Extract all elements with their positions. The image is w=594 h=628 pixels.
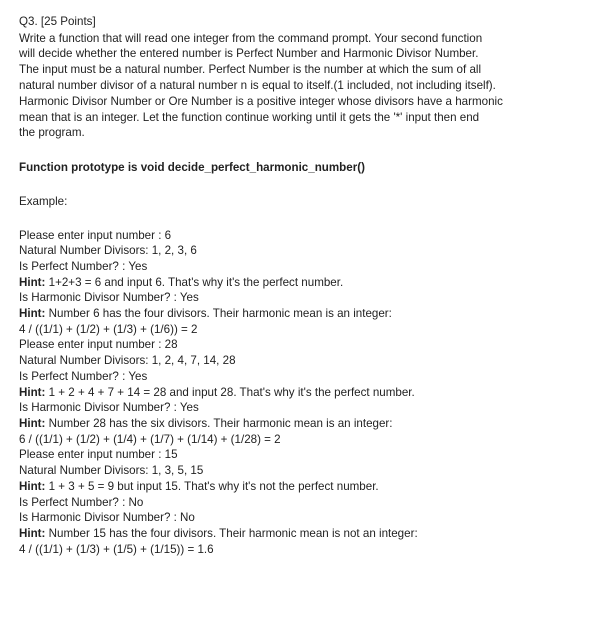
example-line-text: Please enter input number : 6 — [19, 229, 172, 242]
hint-label: Hint: — [19, 386, 46, 399]
example-line-text: Is Harmonic Divisor Number? : Yes — [19, 291, 199, 304]
example-line — [19, 369, 147, 384]
example-line-text: Is Perfect Number? : No — [19, 496, 144, 509]
example-line — [19, 479, 379, 494]
example-line — [19, 322, 198, 337]
example-line-text: Natural Number Divisors: 1, 2, 3, 6 — [19, 244, 197, 257]
example-line — [19, 542, 214, 557]
function-prototype: Function prototype is void decide_perfect_harmonic_number() — [19, 161, 365, 174]
example-line-text: Is Perfect Number? : Yes — [19, 260, 148, 273]
example-label: Example: — [19, 195, 68, 208]
example-line — [19, 306, 392, 321]
example-line — [19, 275, 343, 290]
example-line-text: 1 + 2 + 4 + 7 + 14 = 28 and input 28. That's why it's the perfect number. — [45, 386, 415, 399]
example-line-text: Please enter input number : 28 — [19, 338, 178, 351]
example-line-text: Is Perfect Number? : Yes — [19, 370, 148, 383]
hint-label: Hint: — [19, 276, 46, 289]
example-line-text: 1 + 3 + 5 = 9 but input 15. That's why it's not the perfect number. — [45, 480, 379, 493]
example-line-text: Number 6 has the four divisors. Their harmonic mean is an integer: — [45, 307, 392, 320]
example-line — [19, 228, 171, 243]
example-line — [19, 447, 178, 462]
example-line-text: Is Harmonic Divisor Number? : Yes — [19, 401, 199, 414]
example-line — [19, 495, 143, 510]
example-line-text: 1+2+3 = 6 and input 6. That's why it's the perfect number. — [45, 276, 344, 289]
example-line — [19, 463, 203, 478]
example-line-text: 4 / ((1/1) + (1/2) + (1/3) + (1/6)) = 2 — [19, 323, 198, 336]
paragraph-line: Harmonic Divisor Number or Ore Number is a positive integer whose divisors have a harmonic — [19, 95, 503, 108]
example-line-text: 4 / ((1/1) + (1/3) + (1/5) + (1/15)) = 1.6 — [19, 543, 214, 556]
example-line — [19, 400, 199, 415]
example-line-text: Is Harmonic Divisor Number? : No — [19, 511, 195, 524]
example-line-text: Natural Number Divisors: 1, 3, 5, 15 — [19, 464, 204, 477]
example-line-text: Natural Number Divisors: 1, 2, 4, 7, 14, 28 — [19, 354, 236, 367]
paragraph-line: The input must be a natural number. Perfect Number is the number at which the sum of all — [19, 63, 482, 76]
example-line-text: 6 / ((1/1) + (1/2) + (1/4) + (1/7) + (1/14) + (1/28) = 2 — [19, 433, 281, 446]
example-line-text: Number 15 has the four divisors. Their harmonic mean is not an integer: — [45, 527, 418, 540]
example-line — [19, 416, 393, 431]
hint-label: Hint: — [19, 417, 46, 430]
example-line — [19, 290, 199, 305]
paragraph-line: the program. — [19, 126, 85, 139]
example-line-text: Number 28 has the six divisors. Their harmonic mean is an integer: — [45, 417, 393, 430]
example-line — [19, 510, 195, 525]
hint-label: Hint: — [19, 527, 46, 540]
paragraph-line: natural number divisor of a natural number n is equal to itself.(1 included, not including itself). — [19, 79, 496, 92]
example-line — [19, 243, 197, 258]
paragraph-line: mean that is an integer. Let the function continue working until it gets the '*' input then end — [19, 111, 480, 124]
example-line-text: Please enter input number : 15 — [19, 448, 178, 461]
hint-label: Hint: — [19, 307, 46, 320]
example-line — [19, 432, 281, 447]
paragraph-line: will decide whether the entered number is Perfect Number and Harmonic Divisor Number. — [19, 47, 479, 60]
question-header: Q3. [25 Points] — [19, 15, 96, 28]
example-line — [19, 337, 178, 352]
paragraph-line: Write a function that will read one integer from the command prompt. Your second function — [19, 32, 483, 45]
hint-label: Hint: — [19, 480, 46, 493]
example-line — [19, 385, 415, 400]
example-line — [19, 526, 418, 541]
example-line — [19, 353, 236, 368]
example-line — [19, 259, 147, 274]
